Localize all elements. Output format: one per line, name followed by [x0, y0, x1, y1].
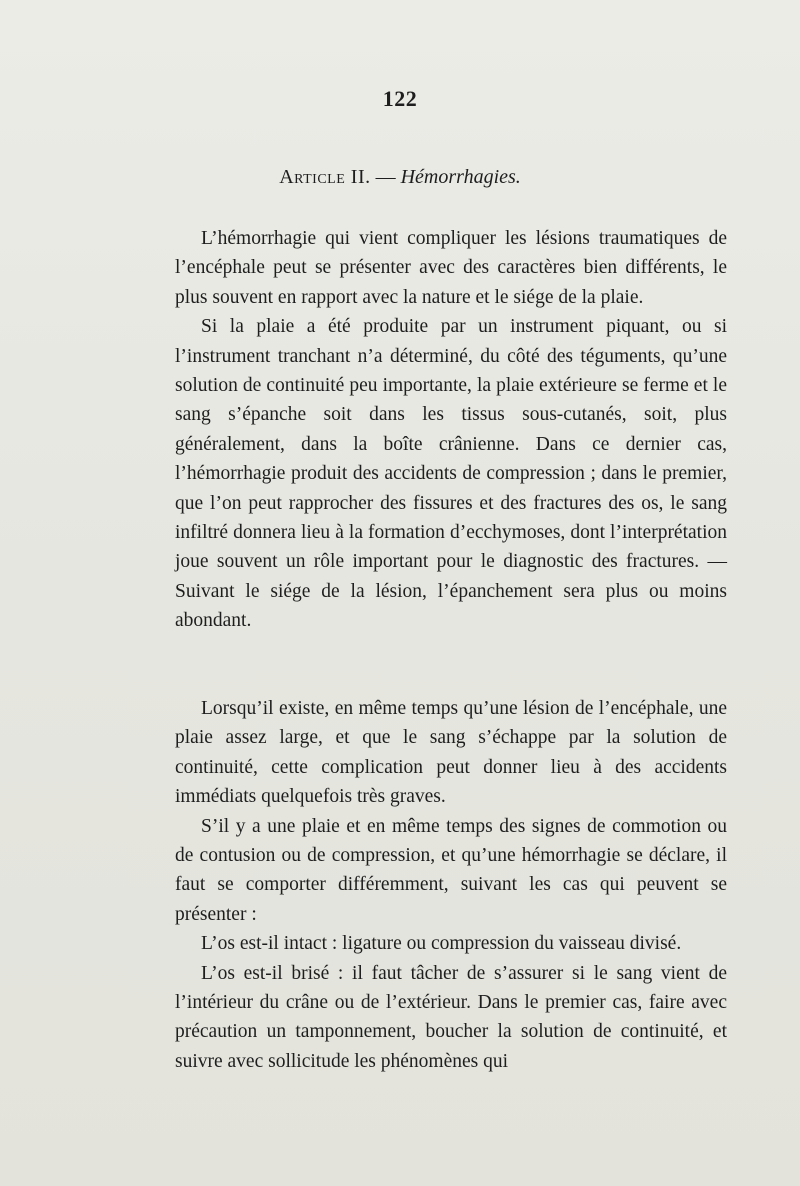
paragraph: L’os est-il intact : ligature ou compression du vaisseau divisé.	[201, 933, 682, 955]
text-block-1	[175, 224, 727, 636]
paragraph: Si la plaie a été produite par un instrument piquant, ou si l’instrument tranchant n’a déterminé, du côté des téguments, qu’une solution de continuité peu importante, la plaie extérieure se ferme et le sang s’épanche soit dans les tissus sous-cutanés, soit, plus généralement, dans la boîte crânienne. Dans ce dernier cas, l’hémorrhagie produit des accidents de compression ; dans le premier, que l’on peut rapprocher des fissures et des fractures des os, le sang infiltré donnera lieu à la formation d’ecchymoses, dont l’interprétation joue souvent un rôle important pour le diagnostic des fractures. — Suivant le siége de la lésion, l’épanchement sera plus ou moins abondant.	[175, 316, 727, 632]
paragraph: L’os est-il brisé : il faut tâcher de s’assurer si le sang vient de l’intérieur du crâne ou de l’extérieur. Dans le premier cas, faire avec précaution un tamponnement, boucher la solution de continuité, et suivre avec sollicitude les phénomènes qui	[175, 962, 727, 1072]
page-number: 122	[382, 86, 418, 111]
section-heading	[0, 166, 800, 189]
paragraph: S’il y a une plaie et en même temps des signes de commotion ou de contusion ou de compression, et qu’une hémorrhagie se déclare, il faut se comporter différemment, suivant les cas qui peuvent se présenter :	[175, 815, 727, 925]
paragraph: L’hémorrhagie qui vient compliquer les lésions traumatiques de l’encéphale peut se présenter avec des caractères bien différents, le plus souvent en rapport avec la nature et le siége de la plaie.	[175, 228, 727, 308]
paragraph: Lorsqu’il existe, en même temps qu’une lésion de l’encéphale, une plaie assez large, et que le sang s’échappe par la solution de continuité, cette complication peut donner lieu à des accidents immédiats quelquefois très graves.	[175, 698, 727, 808]
text-block-2	[175, 694, 727, 1076]
article-label: Article II.	[279, 166, 371, 188]
article-title: Hémorrhagies.	[400, 166, 521, 188]
heading-dash: —	[370, 166, 401, 188]
